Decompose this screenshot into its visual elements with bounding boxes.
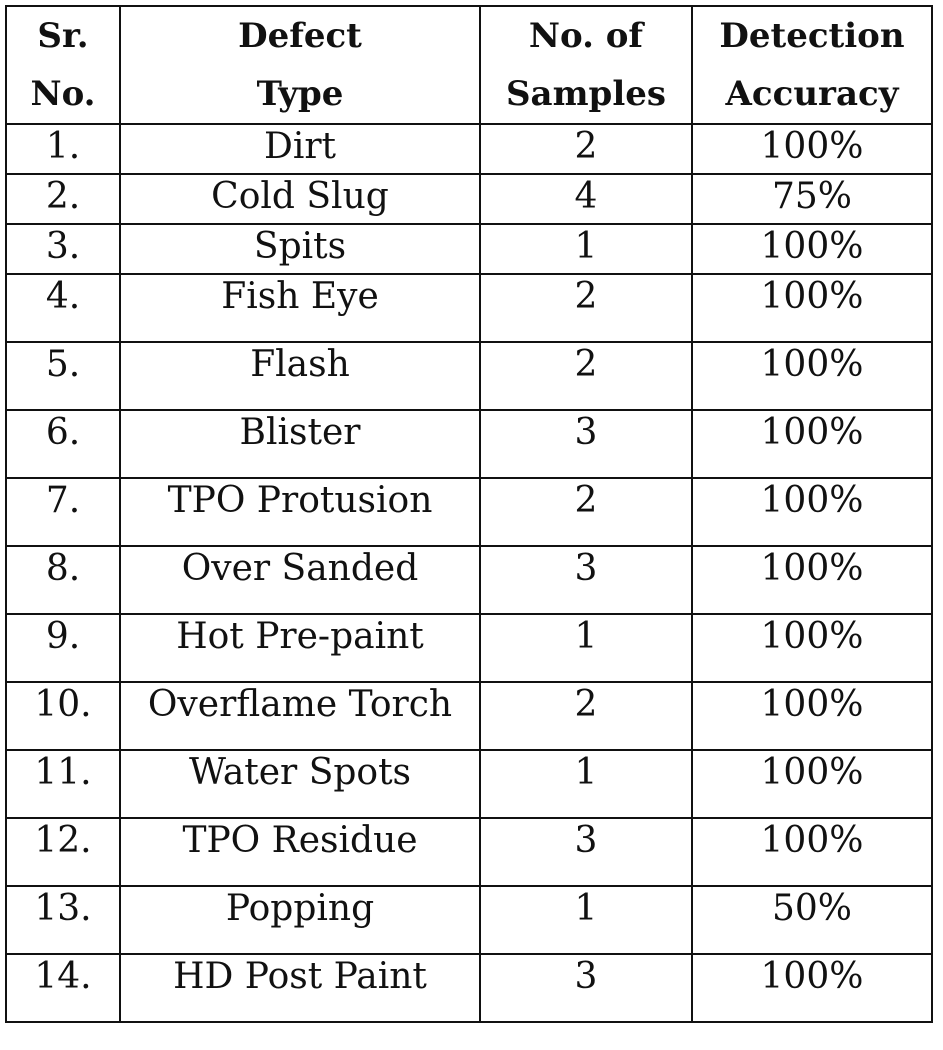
cell-sr-no — [6, 818, 120, 886]
header-sr-no-line2: No. — [30, 74, 96, 114]
cell-accuracy-text: 100% — [760, 684, 864, 725]
cell-accuracy-text: 100% — [760, 548, 864, 589]
cell-sr-no — [6, 174, 120, 224]
cell-sr-no-text: 2. — [45, 176, 81, 217]
cell-defect-type — [120, 174, 480, 224]
cell-accuracy-text: 100% — [760, 480, 864, 521]
cell-accuracy-text: 100% — [760, 616, 864, 657]
defect-detection-table — [5, 5, 933, 1023]
cell-samples-text: 1 — [574, 888, 598, 929]
cell-accuracy — [692, 224, 932, 274]
cell-defect-type-text: HD Post Paint — [173, 956, 427, 997]
cell-defect-type — [120, 274, 480, 342]
cell-defect-type-text: Fish Eye — [221, 276, 379, 317]
header-defect-type — [120, 6, 480, 124]
cell-sr-no-text: 11. — [34, 752, 92, 793]
cell-sr-no-text: 10. — [34, 684, 92, 725]
cell-accuracy — [692, 174, 932, 224]
cell-sr-no — [6, 410, 120, 478]
cell-defect-type — [120, 818, 480, 886]
cell-sr-no — [6, 342, 120, 410]
table-row — [6, 342, 932, 410]
table-body — [6, 124, 932, 1022]
cell-defect-type-text: TPO Protusion — [167, 480, 433, 521]
cell-sr-no-text: 3. — [45, 226, 81, 267]
table-row — [6, 886, 932, 954]
cell-defect-type-text: Over Sanded — [181, 548, 419, 589]
cell-sr-no-text: 7. — [45, 480, 81, 521]
cell-accuracy-text: 100% — [760, 820, 864, 861]
table-row — [6, 818, 932, 886]
cell-defect-type-text: Overflame Torch — [147, 684, 453, 725]
cell-samples-text: 2 — [574, 344, 598, 385]
table-row — [6, 174, 932, 224]
cell-accuracy-text: 100% — [760, 226, 864, 267]
header-defect-type-line1: Defect — [238, 16, 362, 56]
header-no-of-samples — [480, 6, 692, 124]
cell-sr-no — [6, 886, 120, 954]
cell-accuracy — [692, 124, 932, 174]
cell-accuracy — [692, 342, 932, 410]
cell-accuracy-text: 75% — [771, 176, 852, 217]
cell-samples-text: 3 — [574, 956, 598, 997]
cell-defect-type — [120, 124, 480, 174]
cell-samples — [480, 478, 692, 546]
cell-accuracy — [692, 682, 932, 750]
cell-defect-type — [120, 886, 480, 954]
cell-accuracy-text: 100% — [760, 126, 864, 167]
cell-sr-no-text: 12. — [34, 820, 92, 861]
header-no-of-samples-line2: Samples — [505, 74, 667, 114]
cell-accuracy — [692, 546, 932, 614]
cell-defect-type — [120, 224, 480, 274]
cell-defect-type-text: Dirt — [263, 126, 337, 167]
cell-sr-no — [6, 224, 120, 274]
cell-samples — [480, 886, 692, 954]
cell-accuracy — [692, 478, 932, 546]
cell-accuracy-text: 100% — [760, 276, 864, 317]
table-row — [6, 546, 932, 614]
table-row — [6, 750, 932, 818]
cell-samples — [480, 750, 692, 818]
cell-defect-type — [120, 750, 480, 818]
cell-defect-type — [120, 410, 480, 478]
cell-sr-no — [6, 750, 120, 818]
table-row — [6, 954, 932, 1022]
cell-defect-type — [120, 478, 480, 546]
cell-samples-text: 2 — [574, 480, 598, 521]
cell-samples-text: 1 — [574, 226, 598, 267]
table-row — [6, 224, 932, 274]
cell-samples — [480, 174, 692, 224]
header-detection-accuracy-line1: Detection — [719, 16, 905, 56]
cell-samples — [480, 274, 692, 342]
cell-accuracy — [692, 886, 932, 954]
header-detection-accuracy-line2: Accuracy — [725, 74, 899, 114]
cell-accuracy-text: 100% — [760, 412, 864, 453]
cell-sr-no — [6, 682, 120, 750]
cell-defect-type-text: Cold Slug — [211, 176, 389, 217]
cell-samples — [480, 124, 692, 174]
cell-accuracy-text: 100% — [760, 344, 864, 385]
header-detection-accuracy — [692, 6, 932, 124]
cell-sr-no — [6, 954, 120, 1022]
cell-accuracy — [692, 954, 932, 1022]
cell-samples — [480, 410, 692, 478]
cell-accuracy — [692, 614, 932, 682]
cell-defect-type — [120, 546, 480, 614]
cell-samples — [480, 818, 692, 886]
cell-defect-type-text: Popping — [225, 888, 375, 929]
cell-sr-no-text: 13. — [34, 888, 92, 929]
cell-defect-type-text: Hot Pre-paint — [176, 616, 424, 657]
cell-samples — [480, 224, 692, 274]
cell-samples-text: 2 — [574, 276, 598, 317]
cell-sr-no-text: 9. — [45, 616, 81, 657]
cell-samples-text: 2 — [574, 126, 598, 167]
cell-samples-text: 1 — [574, 616, 598, 657]
cell-samples-text: 2 — [574, 684, 598, 725]
table-row — [6, 478, 932, 546]
cell-samples-text: 3 — [574, 820, 598, 861]
header-no-of-samples-line1: No. of — [528, 16, 644, 56]
cell-samples — [480, 614, 692, 682]
cell-sr-no — [6, 274, 120, 342]
cell-defect-type — [120, 614, 480, 682]
cell-defect-type — [120, 682, 480, 750]
cell-samples-text: 1 — [574, 752, 598, 793]
cell-samples — [480, 682, 692, 750]
cell-sr-no — [6, 614, 120, 682]
table-row — [6, 614, 932, 682]
header-sr-no — [6, 6, 120, 124]
cell-defect-type — [120, 342, 480, 410]
cell-sr-no-text: 14. — [34, 956, 92, 997]
cell-samples — [480, 954, 692, 1022]
table-header — [6, 6, 932, 124]
cell-defect-type-text: Water Spots — [188, 752, 412, 793]
header-defect-type-line2: Type — [256, 74, 344, 114]
cell-sr-no-text: 4. — [45, 276, 81, 317]
cell-defect-type-text: Blister — [239, 412, 361, 453]
cell-sr-no — [6, 124, 120, 174]
cell-defect-type — [120, 954, 480, 1022]
cell-samples-text: 4 — [574, 176, 598, 217]
cell-accuracy-text: 100% — [760, 752, 864, 793]
cell-sr-no-text: 1. — [45, 126, 81, 167]
cell-samples-text: 3 — [574, 548, 598, 589]
cell-defect-type-text: Flash — [250, 344, 350, 385]
table-row — [6, 410, 932, 478]
cell-samples-text: 3 — [574, 412, 598, 453]
cell-sr-no-text: 8. — [45, 548, 81, 589]
cell-accuracy — [692, 274, 932, 342]
cell-defect-type-text: Spits — [253, 226, 347, 267]
cell-samples — [480, 546, 692, 614]
table-row — [6, 124, 932, 174]
cell-accuracy-text: 100% — [760, 956, 864, 997]
cell-accuracy — [692, 750, 932, 818]
cell-samples — [480, 342, 692, 410]
cell-accuracy — [692, 818, 932, 886]
cell-sr-no — [6, 478, 120, 546]
cell-sr-no — [6, 546, 120, 614]
cell-accuracy-text: 50% — [771, 888, 852, 929]
cell-defect-type-text: TPO Residue — [182, 820, 418, 861]
cell-sr-no-text: 6. — [45, 412, 81, 453]
cell-accuracy — [692, 410, 932, 478]
table-row — [6, 274, 932, 342]
header-sr-no-line1: Sr. — [37, 16, 89, 56]
table-row — [6, 682, 932, 750]
header-row — [6, 6, 932, 124]
cell-sr-no-text: 5. — [45, 344, 81, 385]
